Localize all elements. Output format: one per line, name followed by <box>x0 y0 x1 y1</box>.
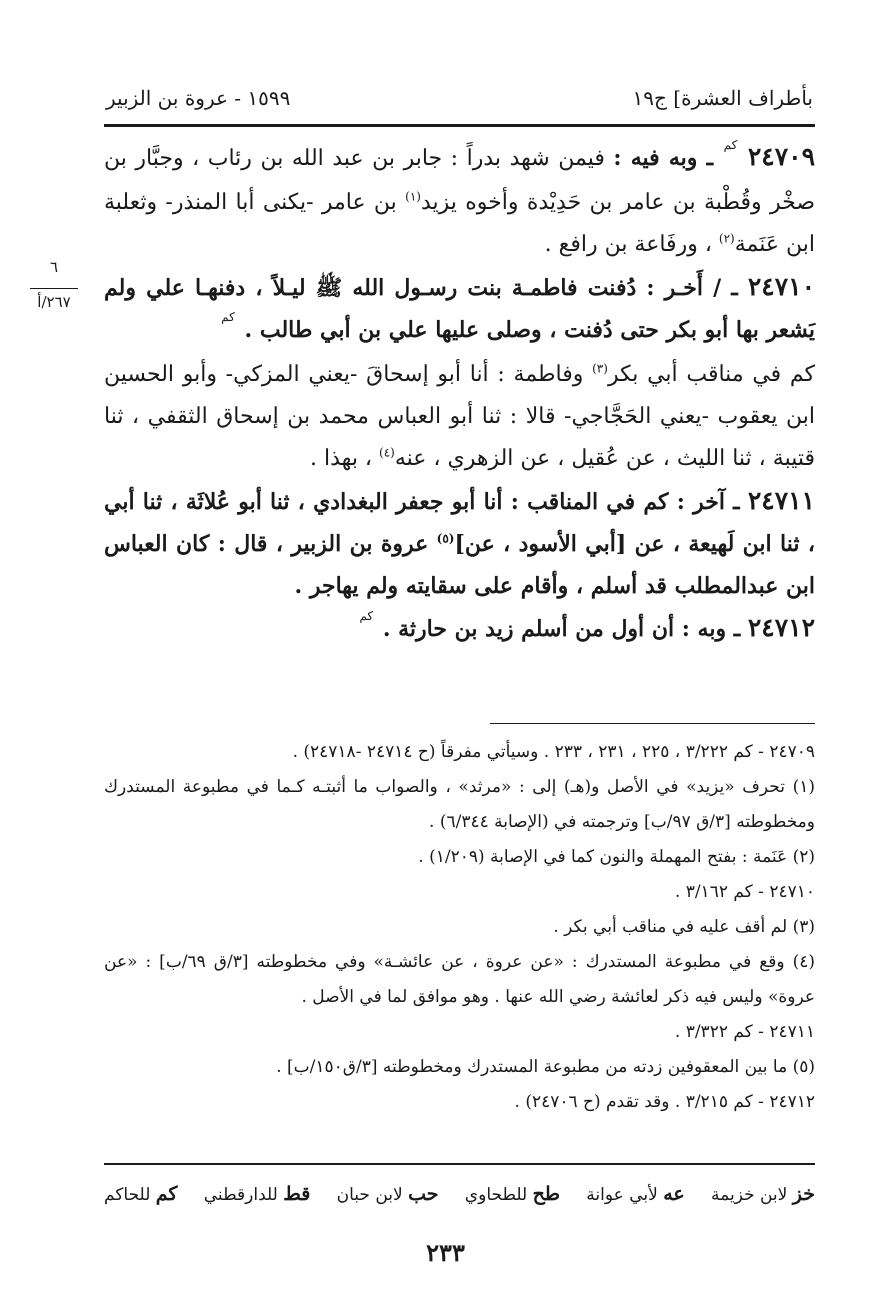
footnote: ٢٤٧١٢ - كم ٣/٢١٥ . وقد تقدم (ح ٢٤٧٠٦) . <box>514 1092 815 1112</box>
entry-lead: ـ وبه : <box>681 616 741 642</box>
footnote-ref: (٣) <box>592 361 608 376</box>
abbr-label: لابن خزيمة <box>711 1185 788 1205</box>
abbr-code: خز <box>792 1183 815 1205</box>
entry-text: أن أول من أسلم زيد بن حارثة . <box>382 616 682 642</box>
entry-text: كم في المناقب : أنا أبو جعفر البغدادي ، ثنا أبو عُلاثَة ، ثنا أبي ، ثنا ابن لَهيعة ، عن [أبي الأسود ، عن] <box>104 489 815 557</box>
abbr-code: كم <box>155 1183 178 1205</box>
entry-number: ٢٤٧١١ <box>747 486 815 515</box>
margin-ref-top: ٦ <box>49 258 59 276</box>
abbr-item <box>204 1183 311 1205</box>
entry-text: بن عامر -يكنى أبا المنذر- وثعلبة ابن عَنَمة <box>104 190 815 257</box>
footnote: ٢٤٧٠٩ - كم ٣/٢٢٢ ، ٢٢٥ ، ٢٣١ ، ٢٣٣ . وسيأتي مفرقاً (ح ٢٤٧١٤ -٢٤٧١٨) . <box>292 742 815 762</box>
abbr-code: قط <box>283 1183 311 1205</box>
entry-text: دُفنت فاطمـة بنت رسـول الله ﷺ ليـلاً ، دفنهـا علي ولم يَشعر بها أبو بكر حتى دُفنت ، وصلى عليها علي بن أبي طالب . <box>104 275 815 343</box>
footnote-ref: (٢) <box>718 231 735 246</box>
entry-text: فيمن شهد بدراً : جابر بن عبد الله بن رئاب ، وجبَّار بن صخْر وقُطْبة بن عامر بن حَدِيْدة وأخوه يزيد <box>104 146 816 215</box>
footnote-separator <box>490 723 815 724</box>
entry-text: عروة بن الزبير ، قال : كان العباس ابن عبدالمطلب قد أسلم ، وأقام على سقايته ولم يهاجر . <box>104 531 815 599</box>
footnote-ref: (١) <box>405 189 421 204</box>
entry-text: ، ورفَاعة بن رافع . <box>544 232 719 257</box>
margin-manuscript-ref <box>26 258 82 311</box>
header-volume-title: بأطراف العشرة] ج١٩ <box>632 86 813 110</box>
isnad-paragraph <box>104 354 815 480</box>
hadith-entry-24710 <box>104 266 815 354</box>
isnad-text: وفاطمة : أنا أبو إسحاقَ -يعني المزكي- وأبو الحسين ابن يعقوب -يعني الحَجَّاجي- قالا : ثنا أبو العباس محمد بن إسحاق الثقفي ، ثنا قتيبة ، ثنا الليث ، عن عُقيل ، عن الزهري ، عنه <box>104 362 815 471</box>
footnote: ٢٤٧١١ - كم ٣/٣٢٢ . <box>674 1022 815 1042</box>
margin-ref-bottom: ٢٦٧/أ <box>37 293 71 311</box>
abbr-label: للحاكم <box>104 1185 151 1205</box>
footnote: (١) تحرف «يزيد» في الأصل و(هـ) إلى : «مرثد» ، والصواب ما أثبتـه كـما في مطبوعة المستدرك ومخطوطته [٣/ق ٩٧/ب] وترجمته في (الإصابة ٦/٣٤٤) . <box>104 777 815 832</box>
abbr-code: طح <box>532 1183 561 1205</box>
source-siglum: كم <box>359 609 374 623</box>
abbr-code: حب <box>408 1183 439 1205</box>
footnote: (٣) لم أقف عليه في مناقب أبي بكر . <box>553 917 815 937</box>
page-number: ٢٣٣ <box>426 1238 465 1267</box>
footnote-ref: (٥) <box>436 531 455 546</box>
entry-number: ٢٤٧١٠ <box>747 272 815 301</box>
entry-number: ٢٤٧١٢ <box>747 613 815 642</box>
main-text <box>104 136 815 653</box>
entry-lead: ـ وبه فيه : <box>613 145 714 171</box>
abbr-item <box>465 1183 560 1205</box>
abbr-label: لأبي عوانة <box>586 1185 658 1205</box>
footnote: (٤) وقع في مطبوعة المستدرك : «عن عروة ، عن عائشـة» وفي مخطوطته [٣/ق ٦٩/ب] : «عن عروة» وليس فيه ذكر لعائشة رضي الله عنها . وهو موافق لما في الأصل . <box>104 952 815 1007</box>
abbreviation-key <box>104 1183 815 1205</box>
entry-lead: ـ / أَخـر : <box>646 275 738 301</box>
footnote: (٥) ما بين المعقوفين زدته من مطبوعة المستدرك ومخطوطته [٣/ق١٥٠/ب] . <box>276 1057 815 1077</box>
abbr-code: عه <box>663 1183 685 1205</box>
abbr-item <box>104 1183 177 1205</box>
header-chapter-title: ١٥٩٩ - عروة بن الزبير <box>106 86 291 110</box>
entry-number: ٢٤٧٠٩ <box>747 142 815 171</box>
running-header <box>106 82 813 114</box>
margin-ref-divider <box>30 288 78 289</box>
source-siglum: كم <box>221 310 235 324</box>
isnad-text: ، بهذا . <box>310 446 380 471</box>
abbreviation-rule <box>104 1163 815 1165</box>
isnad-lead: كم في مناقب أبي بكر <box>607 362 816 387</box>
abbr-label: للطحاوي <box>464 1185 528 1205</box>
footnote: ٢٤٧١٠ - كم ٣/١٦٢ . <box>674 882 815 902</box>
entry-lead: ـ آخر : <box>676 489 740 515</box>
footnote-ref: (٤) <box>379 445 395 460</box>
abbr-label: للدارقطني <box>203 1185 278 1205</box>
abbr-item <box>586 1183 684 1205</box>
hadith-entry-24711 <box>104 480 815 607</box>
hadith-entry-24712 <box>104 607 815 653</box>
abbr-label: لابن حبان <box>336 1185 403 1205</box>
footnotes <box>104 735 815 1120</box>
abbr-item <box>337 1183 439 1205</box>
source-siglum: كم <box>723 138 738 152</box>
hadith-entry-24709 <box>104 136 815 266</box>
footnote: (٢) عَنَمة : بفتح المهملة والنون كما في الإصابة (١/٢٠٩) . <box>418 847 815 867</box>
header-rule <box>104 124 815 127</box>
abbr-item <box>711 1183 815 1205</box>
